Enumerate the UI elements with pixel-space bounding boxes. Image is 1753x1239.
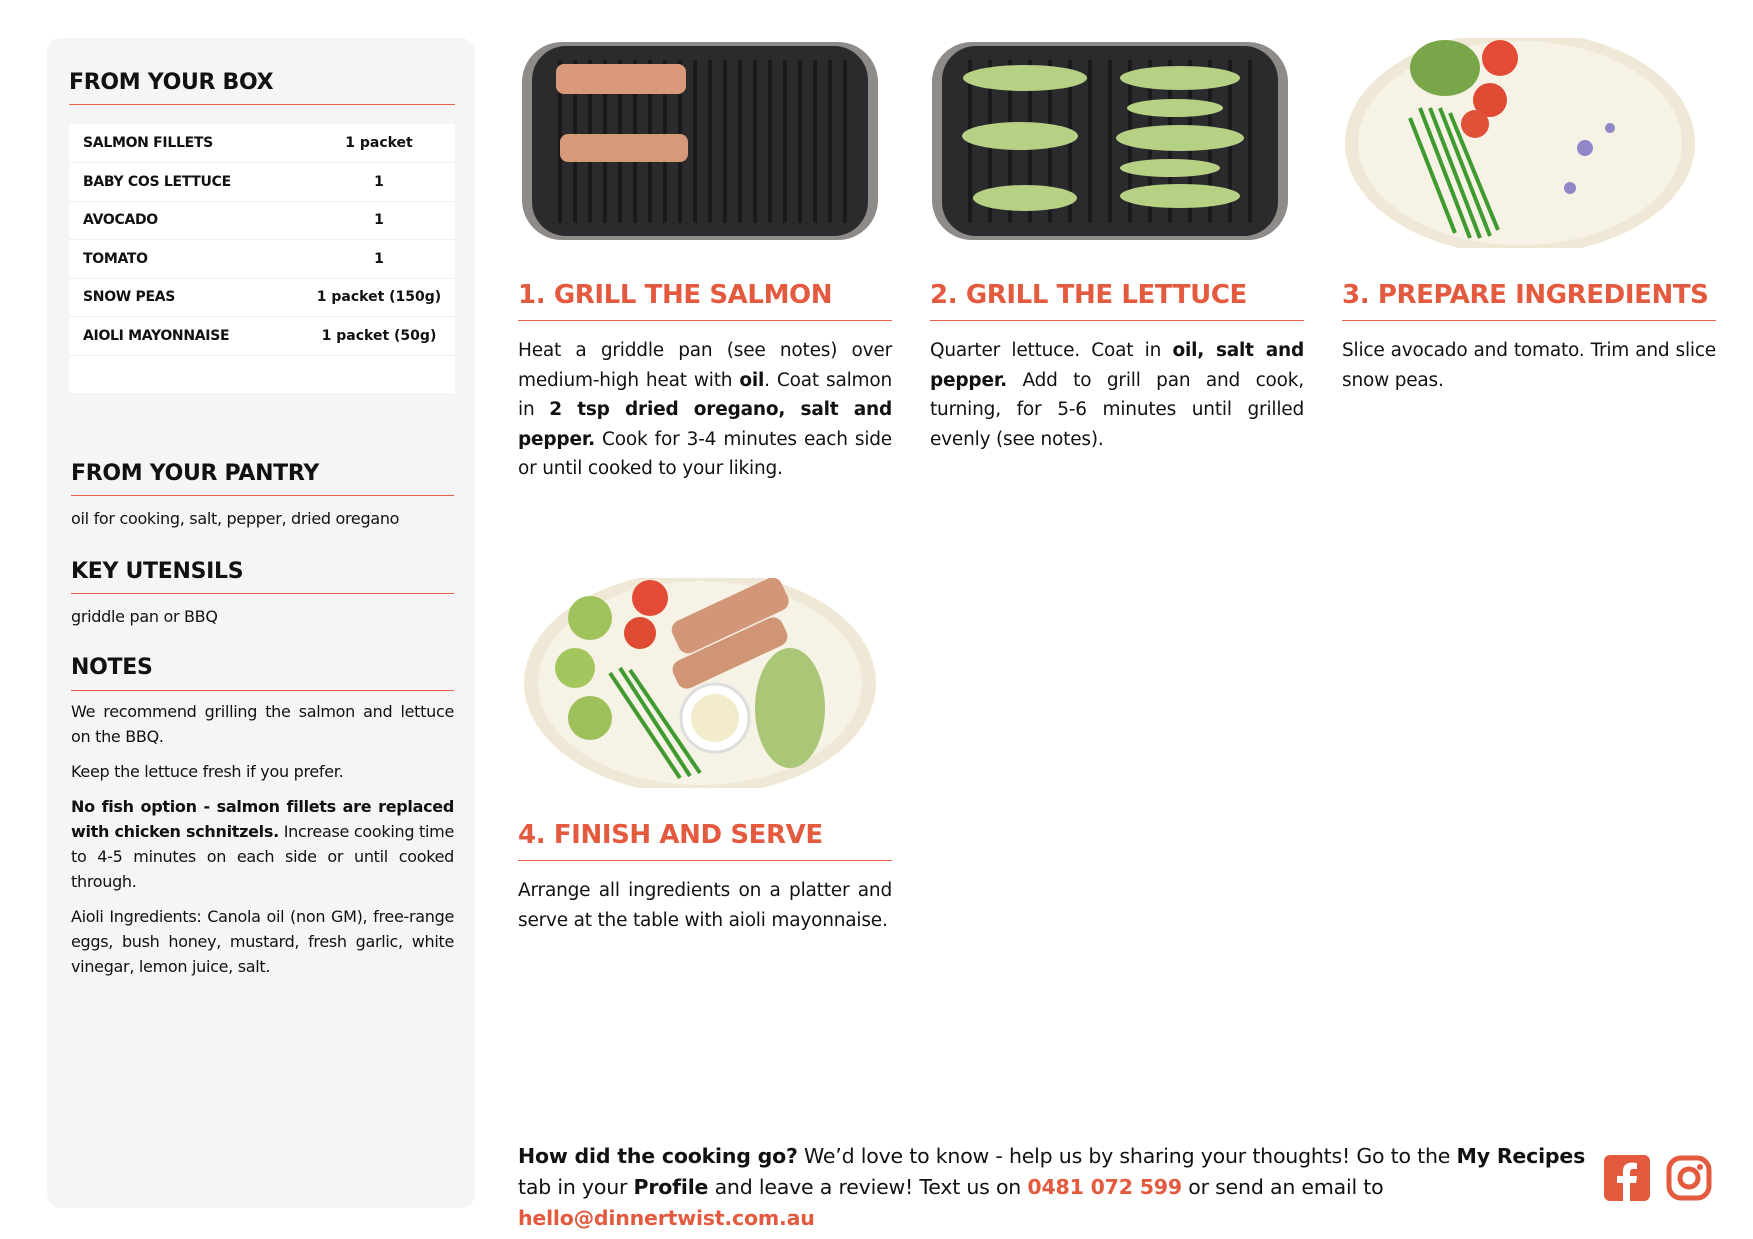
notes-title: NOTES	[71, 655, 153, 680]
ingredient-name: TOMATO	[83, 250, 148, 267]
step-4-title: 4. FINISH AND SERVE	[518, 820, 823, 850]
notes-rule	[71, 690, 454, 691]
footer-text: or send an email to	[1181, 1175, 1384, 1199]
step-1-text: Heat a griddle pan (see notes) over medium-high heat with	[518, 340, 892, 391]
table-row-empty	[69, 355, 455, 393]
table-row	[69, 163, 455, 202]
table-row	[69, 240, 455, 279]
step-2-text: Add to grill pan and cook, turning, for 5-6 minutes until grilled evenly (see notes).	[930, 369, 1304, 450]
pantry-rule	[71, 495, 454, 496]
table-row	[69, 201, 455, 240]
step-2-title: 2. GRILL THE LETTUCE	[930, 280, 1247, 310]
ingredient-qty: 1 packet (150g)	[316, 289, 442, 306]
step-4-rule	[518, 860, 892, 861]
ingredient-qty: 1 packet	[345, 135, 413, 151]
note-paragraph	[71, 794, 454, 894]
note-paragraph: Aioli Ingredients: Canola oil (non GM), free-range eggs, bush honey, mustard, fresh garlic, white vinegar, lemon juice, salt.	[71, 907, 454, 976]
footer-text: tab in your	[518, 1175, 634, 1199]
step-1-title: 1. GRILL THE SALMON	[518, 280, 833, 310]
step-1-rule	[518, 320, 892, 321]
step-2-text: Quarter lettuce. Coat in	[930, 340, 1173, 361]
step-2-body	[930, 336, 1304, 454]
ingredient-name: SALMON FILLETS	[83, 135, 213, 151]
box-title-rule	[69, 104, 455, 105]
step-4-text: Arrange all ingredients on a platter and serve at the table with aioli mayonnaise.	[518, 880, 892, 931]
step-3-title: 3. PREPARE INGREDIENTS	[1342, 280, 1709, 310]
note-text: Keep the lettuce fresh if you prefer.	[71, 762, 344, 781]
step-3-text: Slice avocado and tomato. Trim and slice snow peas.	[1342, 340, 1716, 391]
instagram-icon[interactable]	[1666, 1155, 1712, 1201]
note-paragraph	[71, 759, 454, 784]
step-1-bold: 2 tsp dried oregano, salt and pepper.	[518, 399, 892, 450]
step-1-body	[518, 336, 892, 484]
no-fish-detail: Increase cooking time to 4-5 minutes on each side or until cooked through.	[71, 822, 455, 891]
ingredients-table	[69, 124, 455, 393]
step-1-bold: oil	[739, 369, 765, 391]
step-2-rule	[930, 320, 1304, 321]
ingredient-name: AIOLI MAYONNAISE	[83, 327, 230, 344]
utensils-rule	[71, 593, 454, 594]
step-3-body	[1342, 336, 1716, 395]
profile-link[interactable]: Profile	[633, 1175, 709, 1199]
feedback-footer	[518, 1141, 1588, 1234]
table-row	[69, 278, 455, 317]
utensils-title: KEY UTENSILS	[71, 559, 244, 584]
pantry-title: FROM YOUR PANTRY	[71, 461, 319, 486]
notes-body	[71, 699, 454, 989]
ingredient-name: BABY COS LETTUCE	[83, 173, 231, 190]
table-row	[69, 317, 455, 356]
utensils-text: griddle pan or BBQ	[71, 607, 218, 626]
step-1-text: Cook for 3-4 minutes each side or until cooked to your liking.	[518, 428, 892, 479]
footer-text: and leave a review! Text us on	[708, 1175, 1028, 1199]
step-2-bold: oil, salt and pepper.	[930, 340, 1304, 391]
finished-dish-photo	[520, 578, 880, 788]
step-4-body	[518, 876, 892, 935]
ingredient-qty: 1 packet (50g)	[321, 327, 437, 344]
ingredient-qty: 1	[374, 250, 384, 267]
prepared-ingredients-photo	[1340, 38, 1700, 248]
ingredient-name: AVOCADO	[83, 212, 158, 229]
step-1-text: . Coat salmon in	[518, 369, 892, 420]
salmon-griddle-photo	[520, 38, 880, 244]
table-row	[69, 124, 455, 163]
footer-text: We’d love to know - help us by sharing your thoughts! Go to the	[797, 1144, 1457, 1168]
ingredient-name: SNOW PEAS	[83, 289, 176, 306]
my-recipes-link[interactable]: My Recipes	[1456, 1144, 1586, 1168]
phone-link[interactable]: 0481 072 599	[1027, 1175, 1182, 1199]
ingredient-qty: 1	[374, 212, 384, 229]
footer-question: How did the cooking go?	[518, 1144, 798, 1168]
step-3-rule	[1342, 320, 1716, 321]
email-link[interactable]: hello@dinnertwist.com.au	[518, 1206, 815, 1230]
from-your-box-title: FROM YOUR BOX	[69, 70, 274, 95]
note-paragraph: We recommend grilling the salmon and lettuce on the BBQ.	[71, 702, 454, 746]
facebook-icon[interactable]	[1604, 1155, 1650, 1201]
ingredient-qty: 1	[374, 173, 384, 190]
pantry-text: oil for cooking, salt, pepper, dried oregano	[71, 509, 400, 528]
no-fish-option: No fish option - salmon fillets are replaced with chicken schnitzels.	[71, 797, 454, 841]
lettuce-griddle-photo	[930, 38, 1290, 244]
